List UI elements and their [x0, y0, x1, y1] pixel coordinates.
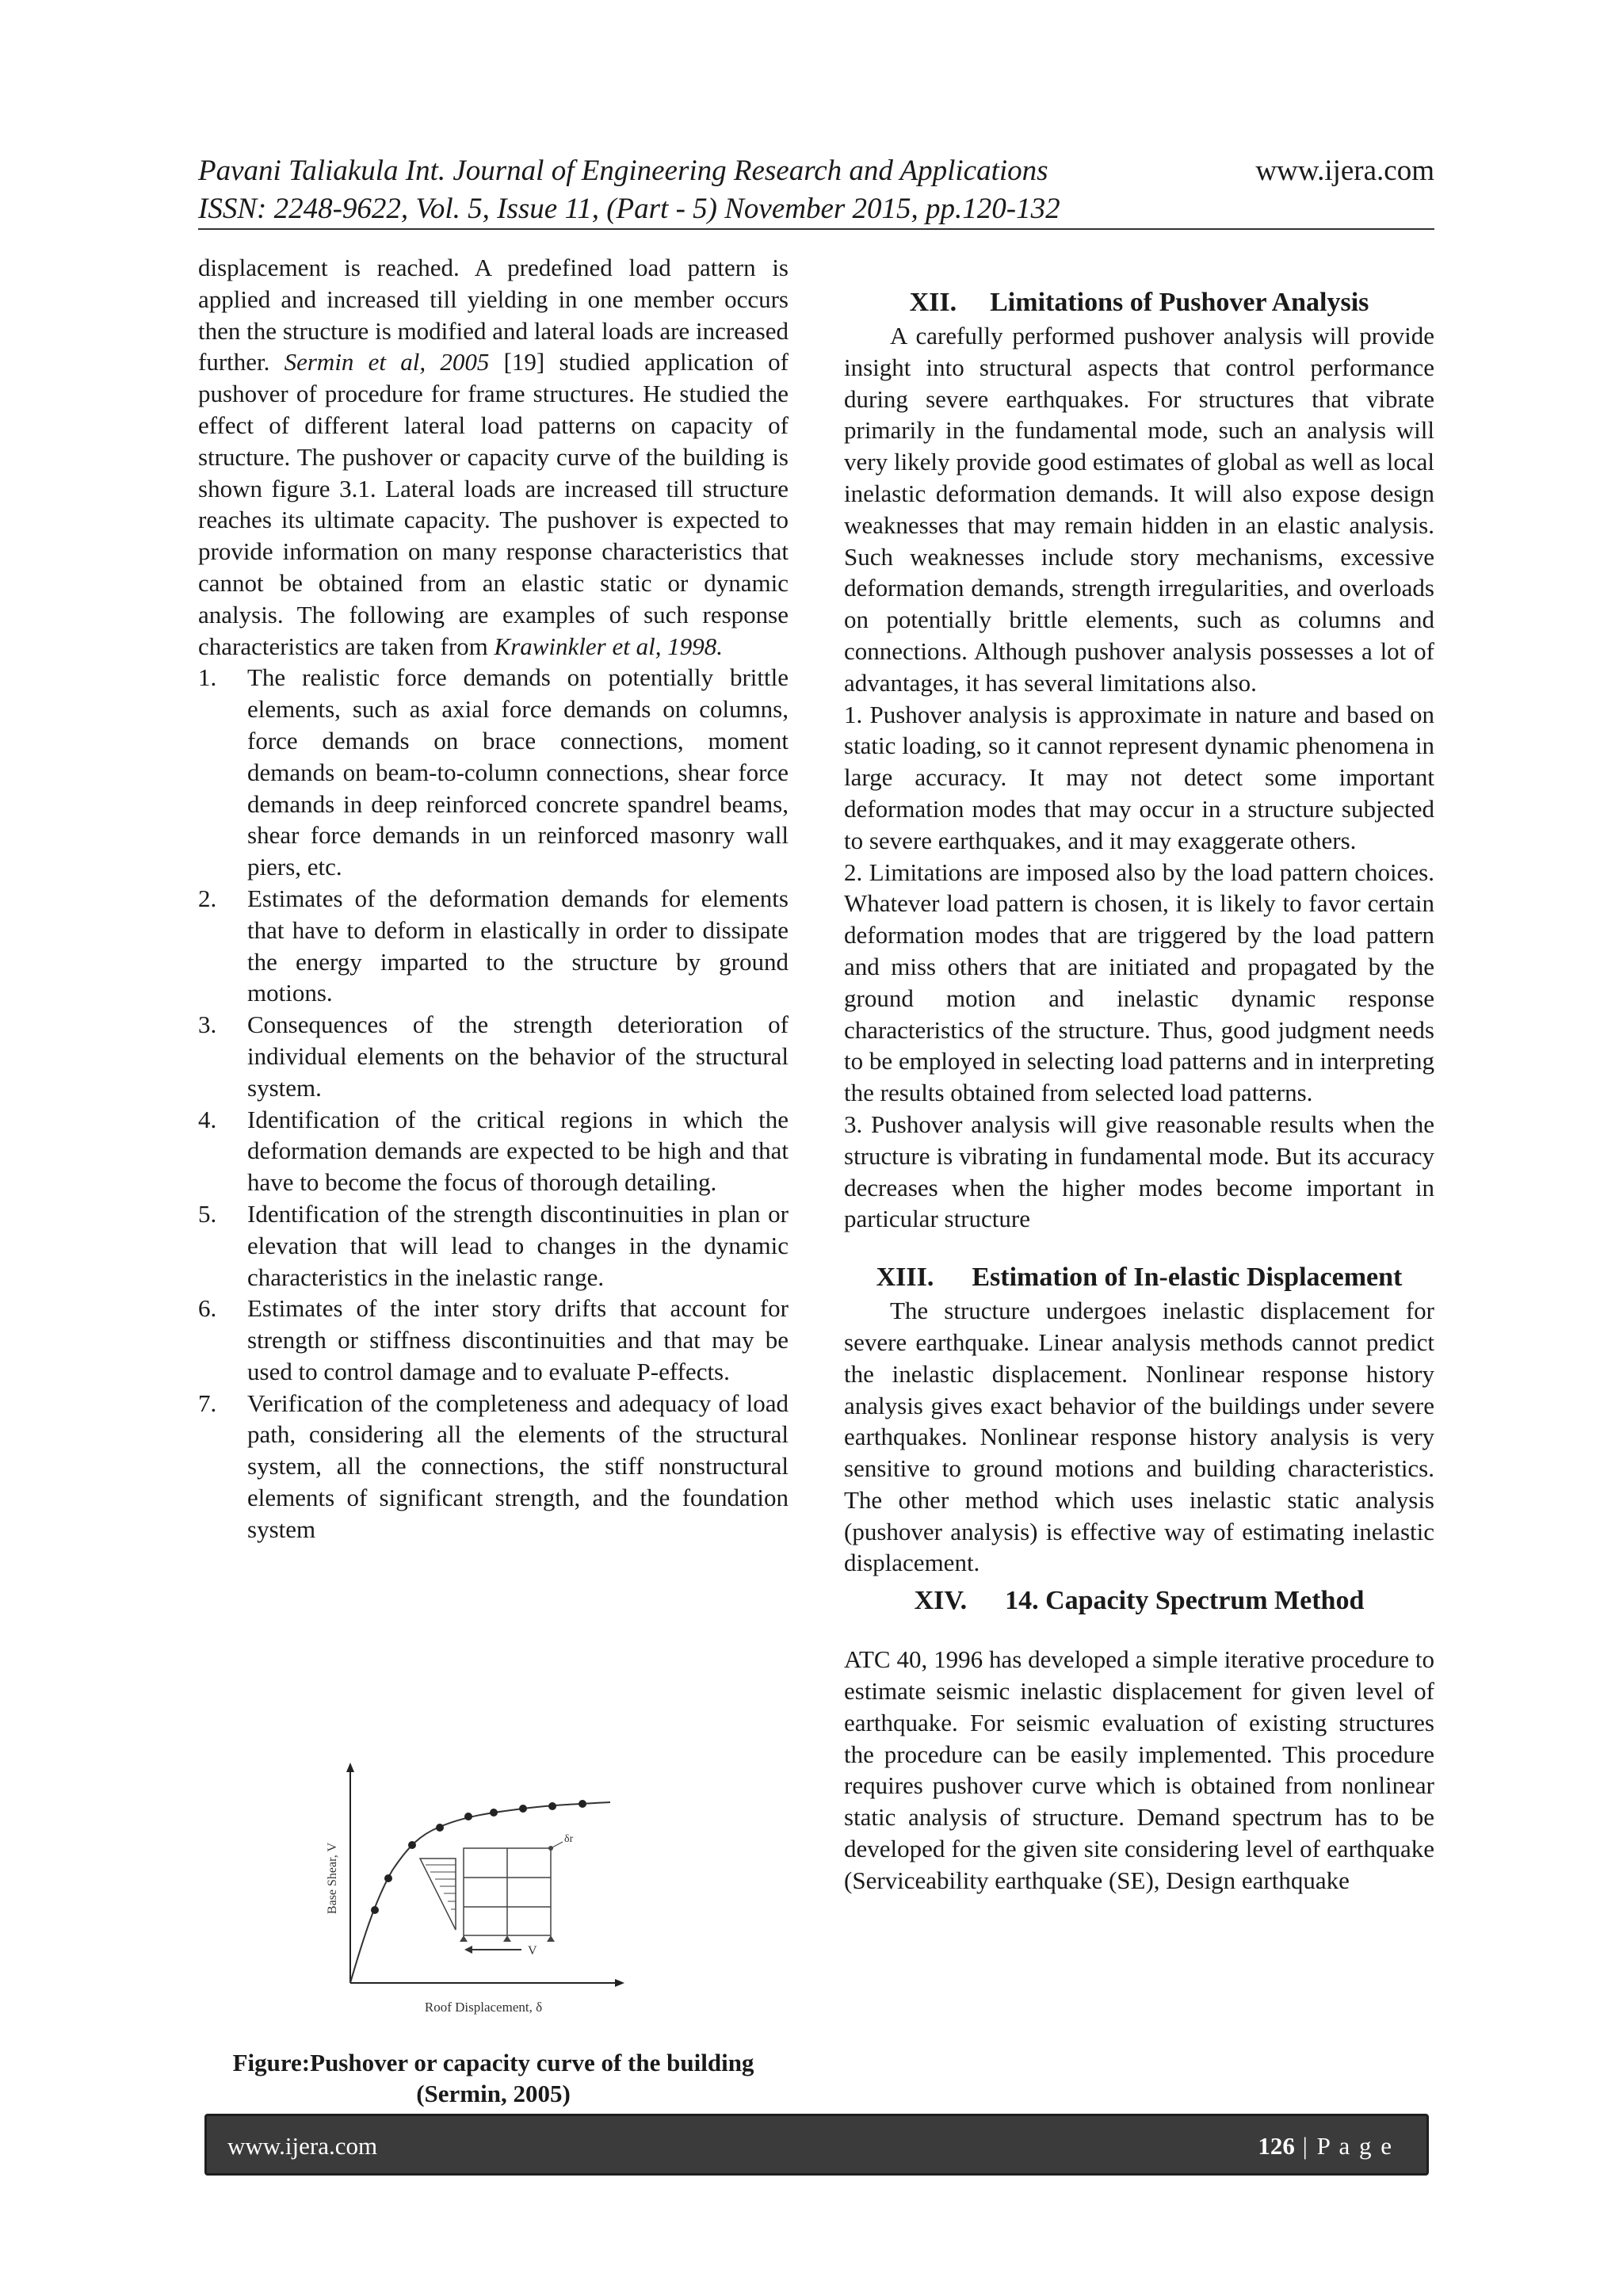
base-shear-label: V [528, 1944, 537, 1958]
citation-sermin: Sermin et al, 2005 [284, 348, 490, 376]
curve-point [436, 1824, 444, 1832]
issn-line: ISSN: 2248-9622, Vol. 5, Issue 11, (Part - 5) November 2015, pp.120-132 [198, 193, 1060, 225]
curve-point [464, 1813, 472, 1820]
pushover-curve-figure [309, 1759, 642, 2021]
limitation-3: 3. Pushover analysis will give reasonable results when the structure is vibrating in fundamental mode. But its accuracy decreases when the higher modes become important in particular structure [844, 1110, 1434, 1233]
list-item: 5. Identification of the strength discontinuities in plan or elevation that will lead to changes in the dynamic characteristics in the inelastic range. [198, 1199, 789, 1291]
citation-krawinkler: Krawinkler et al, 1998. [494, 632, 723, 660]
section-13-body: The structure undergoes inelastic displacement for severe earthquake. Linear analysis methods cannot predict the inelastic displacement. Nonlinear response history analysis gives exact behavior of the buildings under severe earthquakes. Nonlinear response history analysis is very sensitive to ground motions and building characteristics. The other method which uses inelastic static analysis (pushover analysis) is effective way of estimating inelastic displacement. [844, 1297, 1434, 1577]
page-number: 126 | P a g e [1258, 2132, 1393, 2160]
curve-point [579, 1800, 586, 1808]
section-12-intro: A carefully performed pushover analysis will provide insight into structural aspects that control performance during severe earthquakes. For structures that vibrate primarily in the fundamental mode, such an analysis will very likely provide good estimates of global as well as local inelastic deformation demands. It will also expose design weaknesses that may remain hidden in an elastic analysis. Such weaknesses include story mechanisms, excessive deformation demands, strength irregularities, and overloads on potentially brittle elements, such as columns and connections. Although pushover analysis possesses a lot of advantages, it has several limitations also. [844, 322, 1434, 697]
curve-point [519, 1805, 527, 1813]
building-frame [464, 1848, 551, 1935]
right-column [844, 252, 1434, 1897]
curve-point [371, 1906, 379, 1914]
list-item: 6. Estimates of the inter story drifts that account for strength or stiffness discontinuities and that may be used to control damage and to evaluate P-effects. [198, 1294, 789, 1385]
limitation-1: 1. Pushover analysis is approximate in nature and based on static loading, so it cannot represent dynamic phenomena in large accuracy. It may not detect some important deformation modes that may occur in a structure subjected to severe earthquakes, and it may exaggerate others. [844, 700, 1434, 854]
header-divider [198, 228, 1434, 230]
section-13-heading: XIII. Estimation of In-elastic Displacement [876, 1263, 1403, 1293]
page-footer [204, 2114, 1429, 2176]
section-14-body: ATC 40, 1996 has developed a simple iterative procedure to estimate seismic inelastic displacement for given level of earthquake. For seismic evaluation of existing structures the procedure can be easily implemented. This procedure requires pushover curve which is obtained from nonlinear static analysis of structure. Demand spectrum has to be developed for the given site considering level of earthquake (Serviceability earthquake (SE), Design earthquake [844, 1645, 1434, 1894]
left-column [198, 252, 789, 1545]
list-item: 1. The realistic force demands on potentially brittle elements, such as axial force demands on columns, force demands on brace connections, moment demands on beam-to-column connections, shear force demands in deep reinforced concrete spandrel beams, shear force demands in un reinforced masonry wall piers, etc. [198, 663, 789, 881]
curve-point [408, 1841, 416, 1849]
journal-website[interactable]: www.ijera.com [1255, 155, 1434, 187]
curve-point [490, 1809, 498, 1817]
section-12-heading: XII. Limitations of Pushover Analysis [909, 288, 1369, 317]
figure-caption: Figure:Pushover or capacity curve of the building (Sermin, 2005) [232, 2049, 754, 2107]
list-item: 3. Consequences of the strength deterioration of individual elements on the behavior of the structural system. [198, 1010, 789, 1102]
list-item: 4. Identification of the critical regions in which the deformation demands are expected to be high and that have to become the focus of thorough detailing. [198, 1105, 789, 1197]
curve-point [384, 1874, 392, 1882]
intro-paragraph: displacement is reached. A predefined load pattern is applied and increased till yielding in one member occurs then the structure is modified and lateral loads are increased further. Sermin et al, 2005 [19] studied application of pushover of procedure for frame structures. He studied the effect of different lateral load patterns on capacity of structure. The pushover or capacity curve of the building is shown figure 3.1. Lateral loads are increased till structure reaches its ultimate capacity. The pushover is expected to provide information on many response characteristics that cannot be obtained from an elastic static or dynamic analysis. The following are examples of such response characteristics are taken from Krawinkler et al, 1998. [198, 254, 789, 660]
y-axis-arrow [346, 1763, 354, 1772]
y-axis-label: Base Shear, V [326, 1842, 339, 1915]
x-axis-arrow [615, 1979, 624, 1987]
frame-supports [460, 1935, 555, 1942]
delta-label: δr [564, 1833, 574, 1845]
journal-title: Pavani Taliakula Int. Journal of Engineering Research and Applications [198, 155, 1048, 187]
running-header [198, 152, 1434, 228]
limitation-2: 2. Limitations are imposed also by the load pattern choices. Whatever load pattern is chosen, it is likely to favor certain deformation modes that are triggered by the load pattern and miss others that are initiated and propagated by the ground motion and inelastic dynamic response characteristics of the structure. Thus, good judgment needs to be employed in selecting load patterns and in interpreting the results obtained from selected load patterns. [844, 858, 1434, 1107]
footer-website[interactable]: www.ijera.com [227, 2132, 378, 2160]
load-pattern-triangle [420, 1859, 456, 1930]
list-item: 2. Estimates of the deformation demands for elements that have to deform in elastically in order to dissipate the energy imparted to the structure by ground motions. [198, 884, 789, 1007]
curve-point [548, 1802, 556, 1810]
section-14-heading: XIV. 14. Capacity Spectrum Method [914, 1586, 1365, 1616]
capacity-curve [350, 1802, 610, 1983]
list-item: 7. Verification of the completeness and adequacy of load path, considering all the elements of the structural system, all the connections, the stiff nonstructural elements of significant strength, and the foundation system [198, 1389, 789, 1543]
x-axis-label: Roof Displacement, δ [424, 2000, 543, 2015]
response-characteristics-list [198, 662, 789, 1545]
